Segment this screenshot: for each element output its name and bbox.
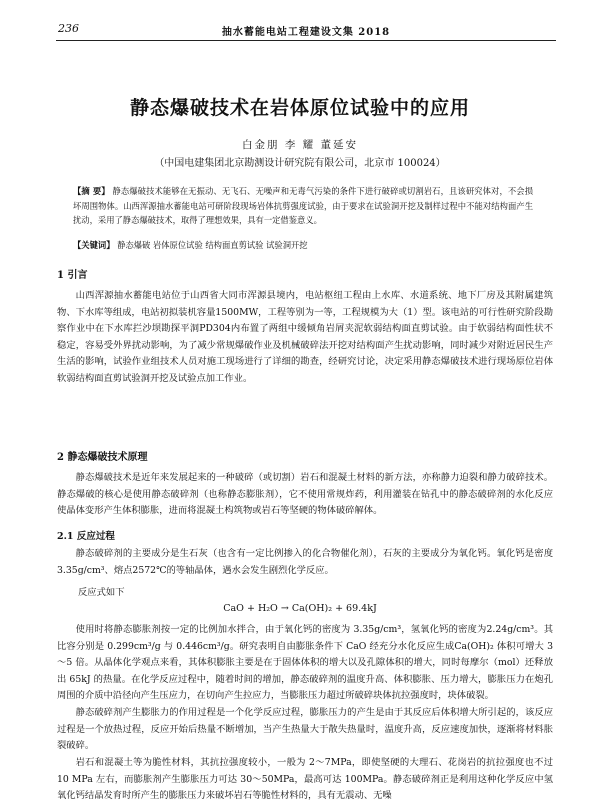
abstract-text: 静态爆破技术能够在无振动、无飞石、无噪声和无毒气污染的条件下进行破碎或切割岩石，且该研究体对，不会损坏周围物体。山西浑源抽水蓄能电站可研阶段现场岩体抗剪强度试验，由于要求在试验洞开挖及制样过程中不能对结构面产生扰动，采用了静态爆破技术，取得了理想效果，具有一定借鉴意义。 xyxy=(73,186,534,225)
section-2-1-heading: 2.1 反应过程 xyxy=(57,531,115,542)
page-number: 236 xyxy=(58,22,79,35)
equation-label: 反应式如下 xyxy=(78,587,125,598)
affiliation: （中国电建集团北京勘测设计研究院有限公司，北京市 100024） xyxy=(154,158,446,169)
section-2-1-paragraph-4: 岩石和混凝土等为脆性材料，其抗拉强度较小，一般为 2～7MPa，即使坚硬的大理石、花岗岩的抗拉强度也不过 10 MPa 左右，而膨胀剂产生膨胀压力可达 30～50MPa，最高可达 100MPa。静态破碎剂正是利用这种化学反应中氢氧化钙结晶发育时所产生的膨胀压力来破坏岩石等脆性材料的，具有无震动、无噪 xyxy=(57,757,553,802)
page-header xyxy=(56,22,556,41)
section-1-paragraph: 山西浑源抽水蓄能电站位于山西省大同市浑源县境内，电站枢纽工程由上水库、水道系统、地下厂房及其附属建筑物、下水库等组成，电站初拟装机容量1500MW，工程等别为一等，工程规模为大（1）型。该电站的可行性研究阶段勘察作业中在下水库拦沙坝勘探平洞PD304内布置了两组中缓倾角岩屑夹泥软弱结构面直剪试验。由于软弱结构面性状不稳定，容易受外界扰动影响，为了减少常规爆破作业及机械破碎法开挖对结构面产生扰动影响，同时减少对附近居民生产生活的影响，试验作业组技术人员对施工现场进行了详细的勘查，经研究讨论，决定采用静态爆破技术进行现场原位岩体软弱结构面直剪试验洞开挖及试验点加工作业。 xyxy=(57,290,553,384)
abstract xyxy=(73,184,533,228)
section-2-paragraph: 静态爆破技术是近年来发展起来的一种破碎（或切割）岩石和混凝土材料的新方法，亦称静力迫裂和静力破碎技术。静态爆破的核心是使用静态破碎剂（也称静态膨胀剂），它不使用常规炸药，利用灌装在钻孔中的静态破碎剂的水化反应使晶体变形产生体积膨胀，进而将混凝土构筑物或岩石等坚硬的物体破碎解体。 xyxy=(57,472,553,517)
section-1-heading: 1 引言 xyxy=(57,270,88,281)
section-2-1-paragraph-2: 使用时将静态膨胀剂按一定的比例加水拌合，由于氧化钙的密度为 3.35g/cm³，氢氧化钙的密度为2.24g/cm³。其比容分别是 0.299cm³/g 与 0.446cm³/g。研究表明自由膨胀条件下 CaO 经充分水化反应生成Ca(OH)₂ 体积可增大 3～5 倍。从晶体化学观点来看，其体积膨胀主要是在于固体体积的增大以及孔隙体积的增大，同时每摩尔（mol）还释放出 65kJ 的热量。在化学反应过程中，随着时间的增加，静态破碎剂的温度升高、体积膨胀、压力增大，膨胀压力在炮孔周围的介质中沿径向产生压应力，在切向产生拉应力，当膨胀压力超过所破碎块体抗拉强度时，块体破裂。 xyxy=(57,624,553,702)
keywords-label: 【关键词】 xyxy=(73,240,115,250)
section-2-1-paragraph-3: 静态破碎剂产生膨胀力的作用过程是一个化学反应过程，膨胀压力的产生是由于其反应后体积增大所引起的，该反应过程是一个放热过程，反应开始后热量不断增加，当产生热量大于散失热量时，温度升高，反应速度加快，逐渐将材料胀裂破碎。 xyxy=(57,707,553,752)
keywords-text: 静态爆破 岩体原位试验 结构面直剪试验 试验洞开挖 xyxy=(117,240,308,250)
paper-title: 静态爆破技术在岩体原位试验中的应用 xyxy=(129,97,470,119)
section-2-heading: 2 静态爆破技术原理 xyxy=(57,452,148,463)
section-2-1-paragraph-1: 静态破碎剂的主要成分是生石灰（也含有一定比例掺入的化合物催化剂），石灰的主要成分为氧化钙。氧化钙是密度3.35g/cm³、熔点2572℃的等轴晶体，遇水会发生剧烈化学反应。 xyxy=(57,548,553,576)
abstract-label: 【摘 要】 xyxy=(73,186,110,196)
running-title: 抽水蓄能电站工程建设文集 2018 xyxy=(221,27,391,38)
keywords xyxy=(73,238,533,252)
authors: 白金朋 李 耀 董延安 xyxy=(241,139,358,151)
chemical-equation: CaO + H₂O → Ca(OH)₂ + 69.4kJ xyxy=(223,603,377,614)
